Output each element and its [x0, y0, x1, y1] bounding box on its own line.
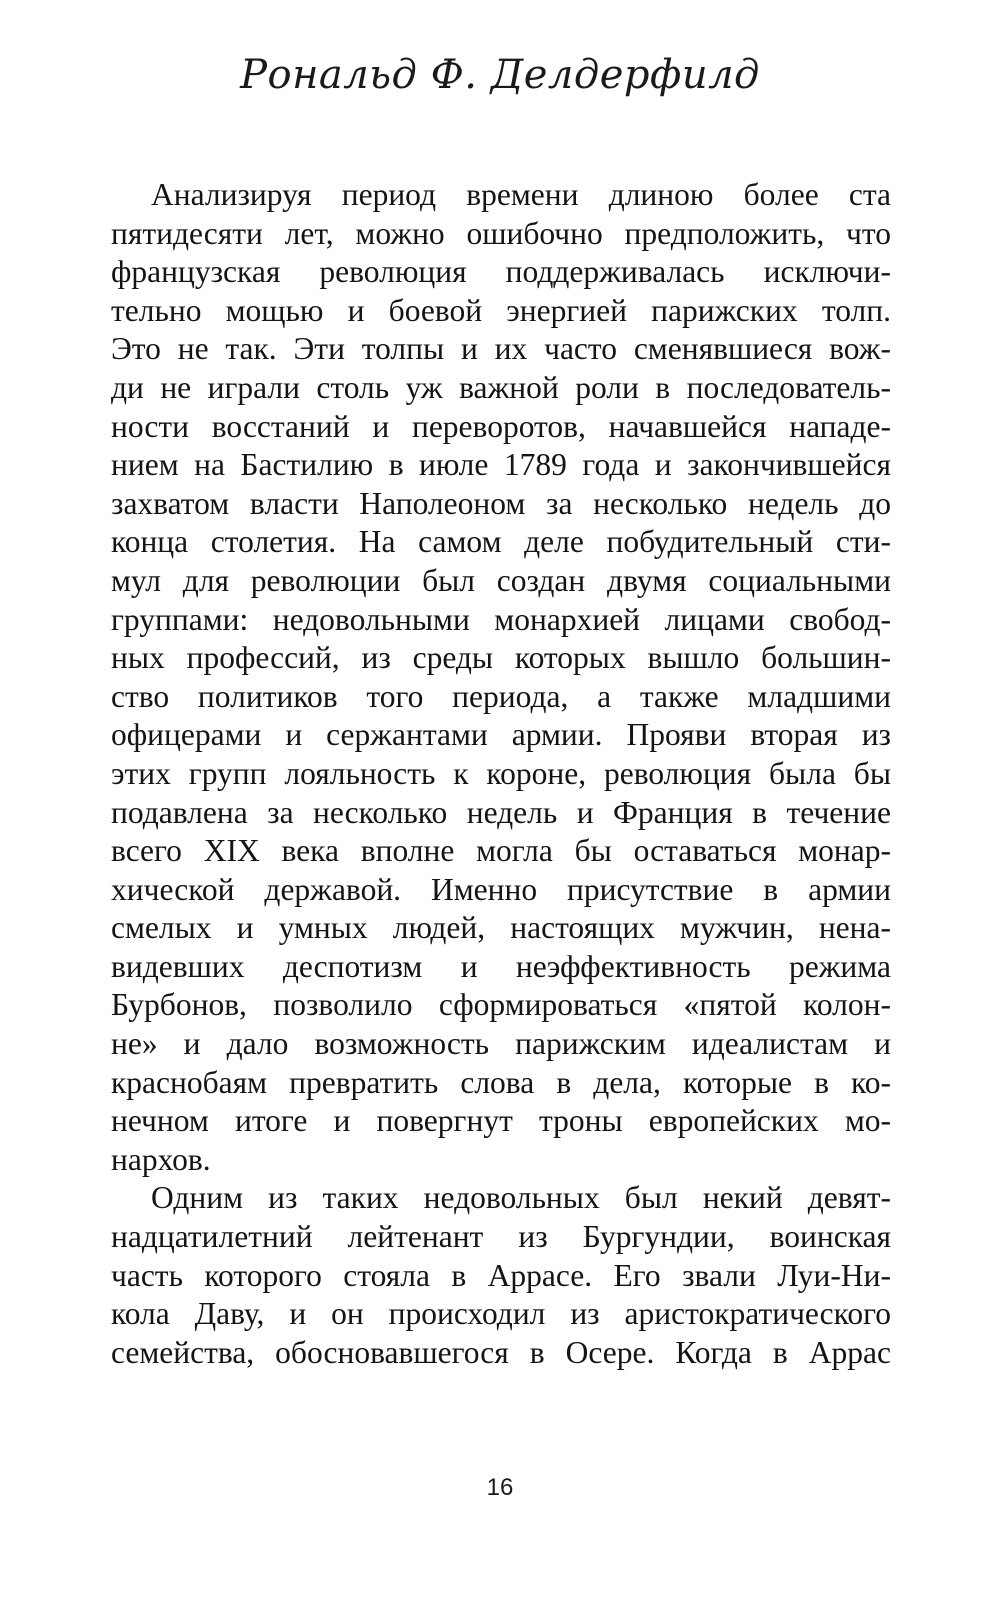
text-line: семейства, обосновавшегося в Осере. Когда в Аррас: [111, 1334, 891, 1370]
text-line: нечном итоге и повергнут троны европейских мо-: [111, 1103, 891, 1139]
text-line: Анализируя период времени длиною более ста: [151, 177, 891, 212]
text-line: Бурбонов, позволило сформироваться «пятой колон-: [111, 987, 891, 1023]
paragraph-2: [111, 1179, 891, 1372]
text-line: Это не так. Эти толпы и их часто сменявшиеся вож-: [111, 331, 891, 367]
text-line: краснобаям превратить слова в дела, которые в ко-: [111, 1064, 891, 1100]
text-line: пятидесяти лет, можно ошибочно предположить, что: [111, 215, 891, 251]
text-line: подавлена за несколько недель и Франция в течение: [111, 794, 891, 830]
text-line: хической державой. Именно присутствие в армии: [111, 871, 891, 907]
text-line: кола Даву, и он происходил из аристократического: [111, 1296, 891, 1332]
text-line: Одним из таких недовольных был некий девят-: [151, 1180, 891, 1216]
page-number: 16: [486, 1474, 514, 1501]
text-line: ных профессий, из среды которых вышло большин-: [111, 640, 891, 676]
text-line: не» и дало возможность парижским идеалистам и: [111, 1026, 891, 1062]
text-line: конца столетия. На самом деле побудительный сти-: [111, 524, 891, 560]
text-line: ди не играли столь уж важной роли в последователь-: [111, 369, 891, 405]
text-line: французская революция поддерживалась исключи-: [111, 254, 891, 290]
text-line: нием на Бастилию в июле 1789 года и закончившейся: [111, 447, 891, 483]
text-line: тельно мощью и боевой энергией парижских толп.: [111, 292, 891, 328]
text-line: всего XIX века вполне могла бы оставаться монар-: [111, 833, 891, 869]
text-line: этих групп лояльность к короне, революция была бы: [111, 755, 891, 791]
text-line: ство политиков того периода, а также младшими: [111, 678, 891, 714]
text-line: смелых и умных людей, настоящих мужчин, нена-: [111, 910, 891, 946]
text-line: часть которого стояла в Аррасе. Его звали Луи-Ни-: [111, 1257, 891, 1293]
text-line: захватом власти Наполеоном за несколько недель до: [111, 485, 891, 521]
text-line: нархов.: [111, 1141, 211, 1177]
text-line: офицерами и сержантами армии. Прояви вторая из: [111, 717, 891, 753]
running-header: Рональд Ф. Делдерфилд: [240, 52, 760, 98]
text-line: ности восстаний и переворотов, начавшейся нападе-: [111, 408, 891, 444]
text-line: надцатилетний лейтенант из Бургундии, воинская: [111, 1219, 891, 1255]
body-text: [111, 176, 891, 1372]
text-line: группами: недовольными монархией лицами свобод-: [111, 601, 891, 637]
text-line: видевших деспотизм и неэффективность режима: [111, 948, 891, 984]
paragraph-1: [111, 176, 891, 1179]
text-line: мул для революции был создан двумя социальными: [111, 562, 891, 598]
